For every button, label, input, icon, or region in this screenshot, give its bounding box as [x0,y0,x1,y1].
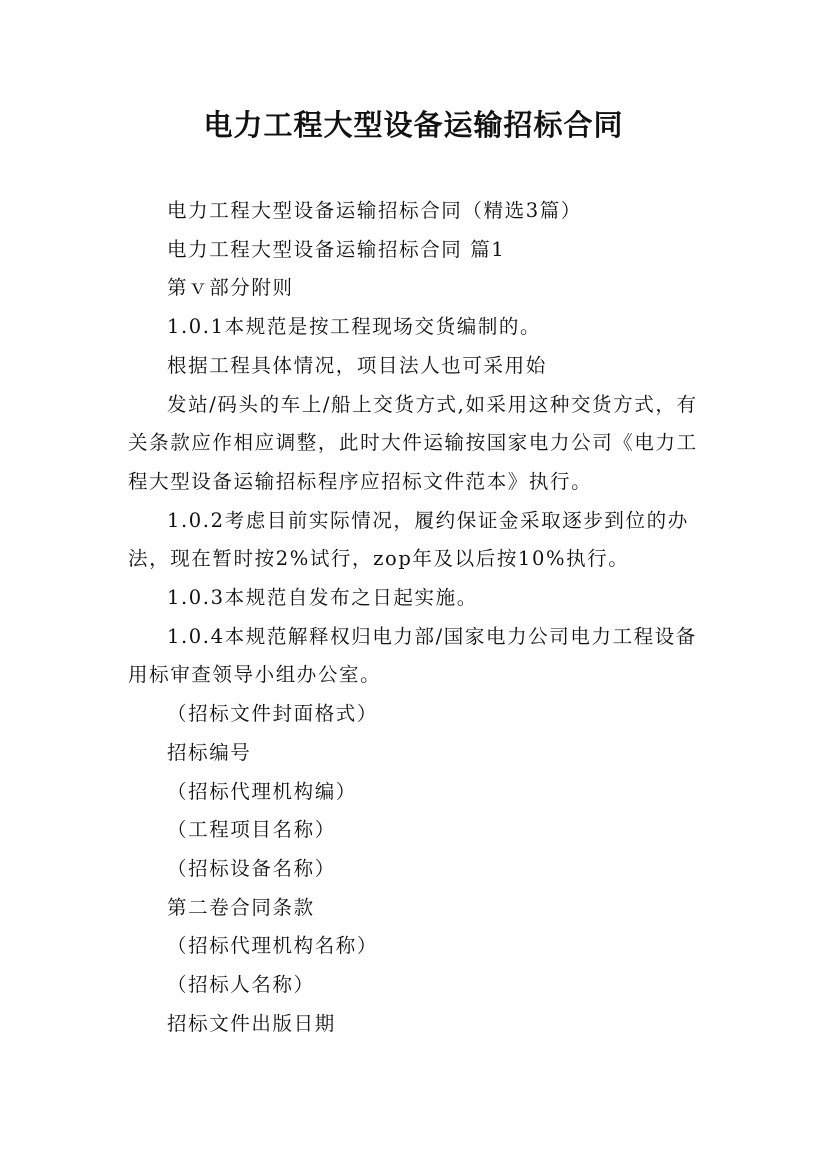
paragraph: （招标人名称） [167,973,315,997]
paragraph: （招标代理机构名称） [167,934,379,958]
paragraph: 招标文件出版日期 [167,1011,336,1035]
paragraph: （工程项目名称） [167,818,336,842]
paragraph: （招标代理机构编） [167,779,357,803]
paragraph-part-heading: 第ｖ部分附则 [167,276,294,300]
document-title: 电力工程大型设备运输招标合同 [203,108,624,142]
paragraph-clause-1-0-2: 1.0.2考虑目前实际情况，履约保证金采取逐步到位的办法，现在暂时按2%试行，zop年及以后按10%执行。 [128,508,689,571]
paragraph-clause-1-0-3: 1.0.3本规范自发布之日起实施。 [167,586,478,610]
paragraph-clause-1-0-4: 1.0.4本规范解释权归电力部/国家电力公司电力工程设备用标审查领导小组办公室。 [128,624,697,687]
paragraph-section-heading: 电力工程大型设备运输招标合同 篇1 [167,237,506,261]
paragraph: （招标设备名称） [167,856,336,880]
paragraph: （招标文件封面格式） [167,702,379,726]
document-body [128,192,703,1043]
paragraph-clause-1-0-1: 1.0.1本规范是按工程现场交货编制的。 [167,315,542,339]
paragraph: 第二卷合同条款 [167,895,315,919]
paragraph: 发站/码头的车上/船上交货方式,如采用这种交货方式，有关条款应作相应调整，此时大件运输按国家电力公司《电力工程大型设备运输招标程序应招标文件范本》执行。 [128,392,698,493]
paragraph: 招标编号 [167,740,252,764]
paragraph: 根据工程具体情况，项目法人也可采用始 [167,353,547,377]
paragraph-subtitle: 电力工程大型设备运输招标合同（精选3篇） [167,199,582,222]
